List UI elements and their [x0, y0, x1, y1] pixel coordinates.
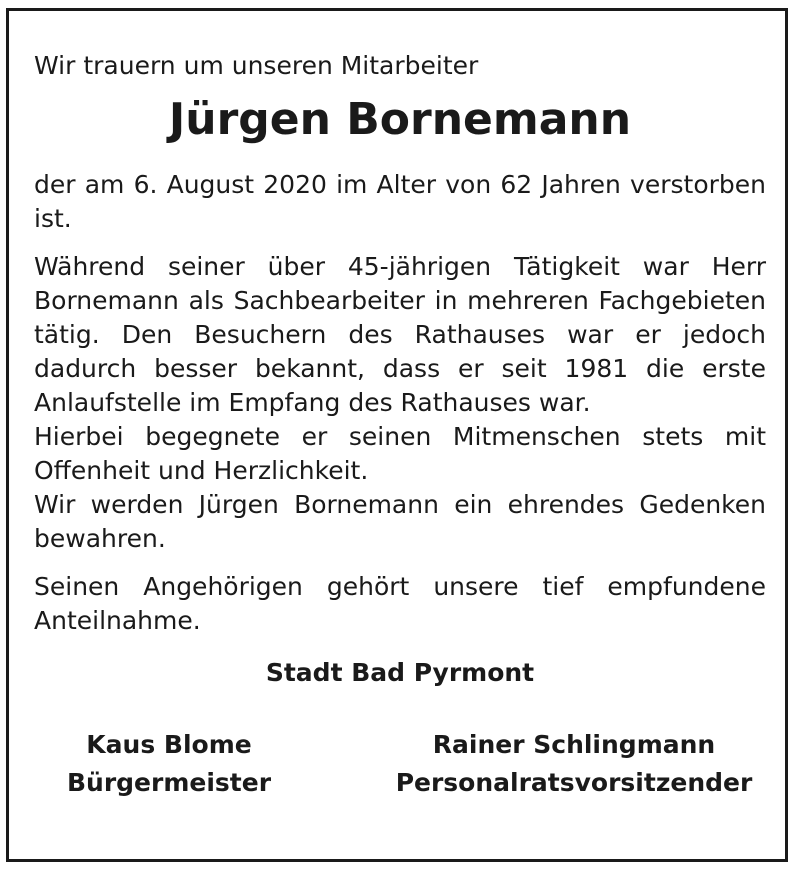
signers	[34, 726, 766, 802]
signer-mayor	[34, 726, 304, 802]
paragraph-death-notice: der am 6. August 2020 im Alter von 62 Jahren verstorben ist.	[34, 170, 766, 233]
signer-staff-council	[374, 726, 774, 802]
paragraph-remembrance: Wir werden Jürgen Bornemann ein ehrendes Gedenken bewahren.	[34, 490, 766, 553]
paragraph-character: Hierbei begegnete er seinen Mitmenschen stets mit Offenheit und Herzlichkeit.	[34, 422, 766, 485]
signer-name: Rainer Schlingmann	[432, 730, 716, 759]
obituary-content	[34, 50, 766, 802]
paragraph-career: Während seiner über 45-jährigen Tätigkeit war Herr Bornemann als Sachbearbeiter in mehreren Fachgebieten tätig. Den Besuchern des Rathauses war er jedoch dadurch besser bekannt, dass er seit 1981 die erste Anlaufstelle im Empfang des Rathauses war.	[34, 252, 766, 417]
signer-role: Personalratsvorsitzender	[395, 768, 753, 797]
intro-line: Wir trauern um unseren Mitarbeiter	[34, 51, 479, 80]
signer-role: Bürgermeister	[66, 768, 272, 797]
signer-name: Kaus Blome	[86, 730, 252, 759]
paragraph-condolence: Seinen Angehörigen gehört unsere tief empfundene Anteilnahme.	[34, 572, 766, 635]
deceased-name: Jürgen Bornemann	[168, 94, 632, 145]
organization-name: Stadt Bad Pyrmont	[265, 658, 535, 687]
